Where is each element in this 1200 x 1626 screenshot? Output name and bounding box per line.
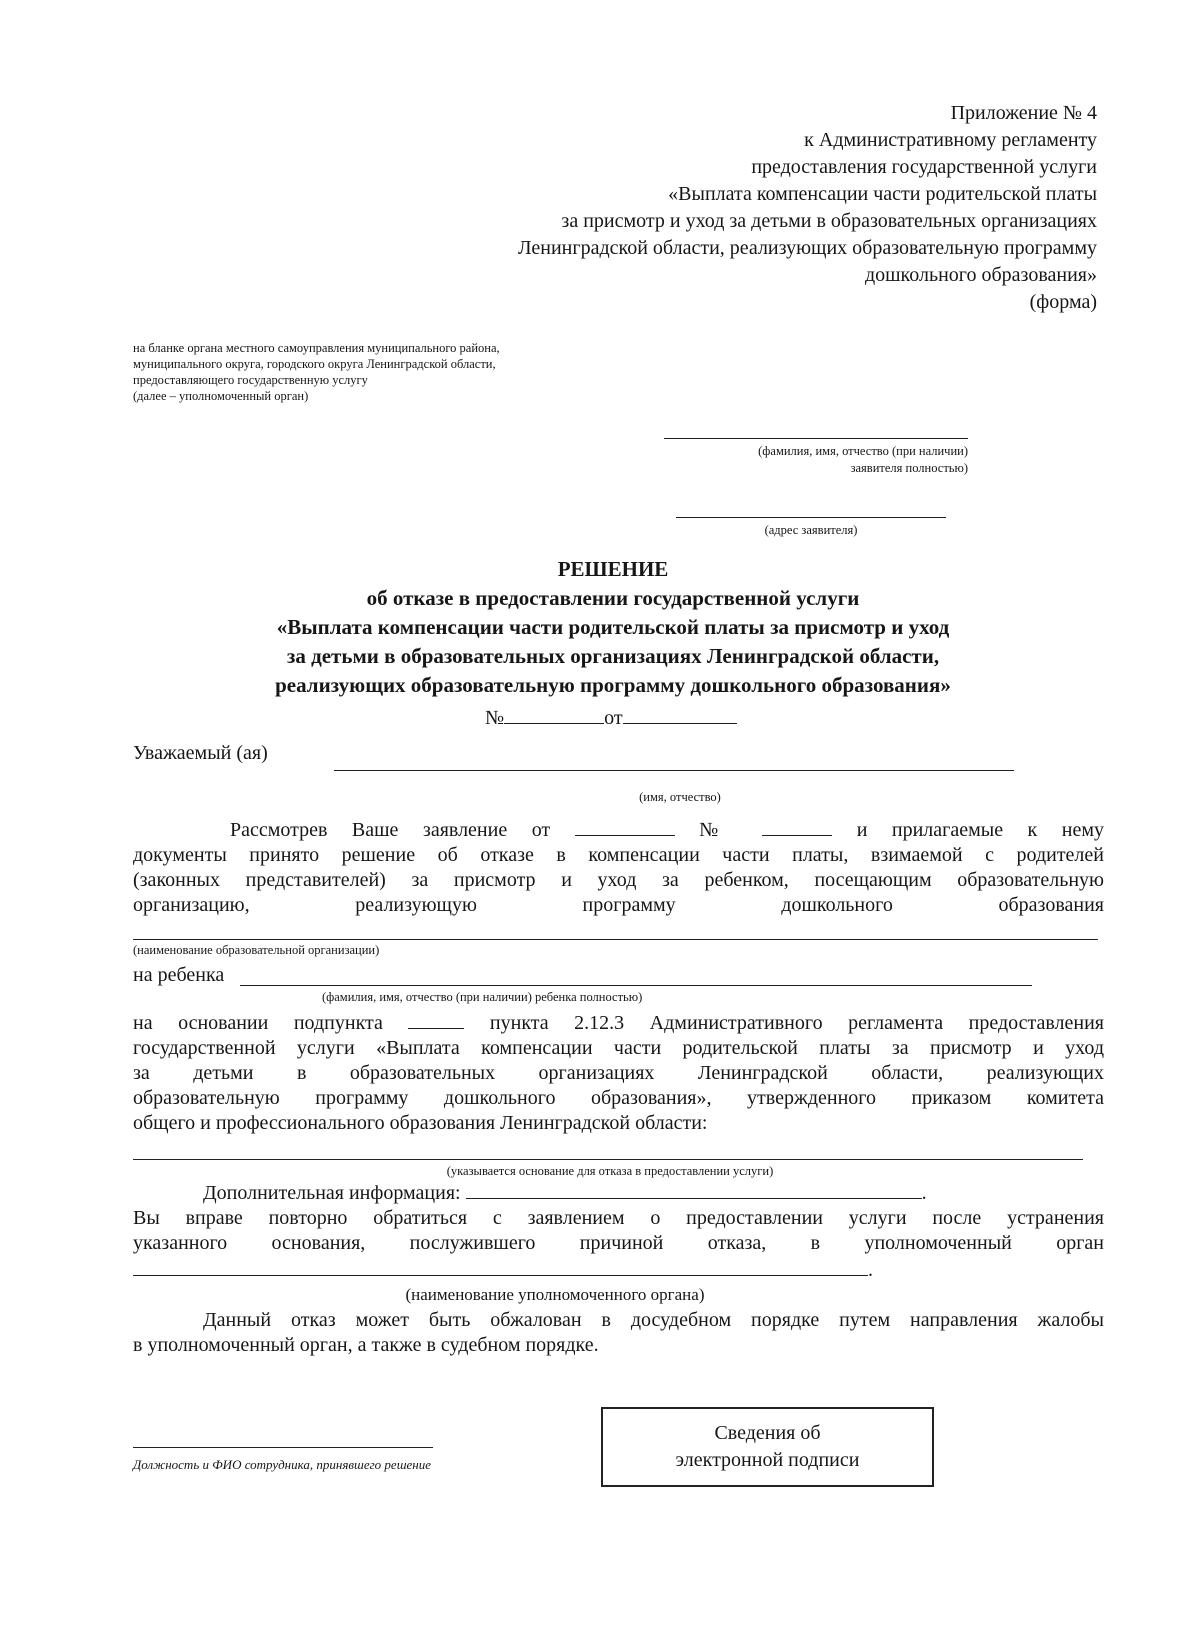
subclause-blank [408,1012,464,1029]
decision-title-line-1: об отказе в предоставлении государственной услуги [366,586,860,610]
header-line-1: Приложение № 4 [950,102,1097,124]
recipient-name-caption-2: заявителя полностью) [850,461,968,475]
recipient-name-caption-1: (фамилия, имя, отчество (при наличии) [758,444,968,458]
additional-info-label: Дополнительная информация: [203,1182,461,1204]
from-label: от [604,707,623,729]
recipient-address-line [676,517,946,518]
paragraph1-line-2: документы принято решение об отказе в компенсации части платы, взимаемой с родителей [133,844,1104,866]
decision-title-line-4: реализующих образовательную программу дошкольного образования» [275,673,951,697]
child-label: на ребенка [133,964,225,986]
refusal-reason-caption: (указывается основание для отказа в предоставлении услуги) [446,1164,774,1178]
blank-note-line-4: (далее – уполномоченный орган) [133,389,309,403]
paragraph4-line-2: в уполномоченный орган, а также в судебном порядке. [133,1334,599,1356]
header-form-label: (форма) [1029,291,1097,313]
date-blank [623,707,737,724]
paragraph3-line-1: Вы вправе повторно обратиться с заявлением о предоставлении услуги после устранения [133,1207,1104,1229]
paragraph4-line-1: Данный отказ может быть обжалован в досудебном порядке путем направления жалобы [203,1309,1104,1331]
paragraph2-line-4: образовательную программу дошкольного образования», утвержденного приказом комитета [133,1087,1104,1109]
application-date-blank [575,819,675,836]
refusal-reason-line [133,1159,1083,1160]
recipient-address-caption: (адрес заявителя) [764,523,858,537]
greeting-label: Уважаемый (ая) [133,742,268,764]
additional-info-blank [466,1182,922,1199]
paragraph1-line-4: организацию, реализующую программу дошкольного образования [133,894,1104,916]
electronic-signature-box [601,1407,934,1487]
header-line-6: Ленинградской области, реализующих образовательную программу [517,237,1097,259]
greeting-name-caption: (имя, отчество) [639,790,721,804]
greeting-name-line [334,770,1014,771]
paragraph2-line-2: государственной услуги «Выплата компенсации части родительской платы за присмотр и уход [133,1037,1104,1059]
number-blank [504,707,604,724]
header-line-7: дошкольного образования» [864,264,1097,286]
paragraph2-line-1: на основании подпункта пункта 2.12.3 Административного регламента предоставления [133,1012,1104,1034]
child-name-line [240,985,1032,986]
blank-note-line-3: предоставляющего государственную услугу [133,373,368,387]
header-line-5: за присмотр и уход за детьми в образовательных организациях [561,210,1097,232]
decision-title-line-3: за детьми в образовательных организациях Ленинградской области, [286,644,940,668]
decision-heading: РЕШЕНИЕ [557,557,669,581]
authority-name-blank [133,1259,868,1276]
paragraph1-line-1: Рассмотрев Ваше заявление от № и прилагаемые к нему [230,819,1104,841]
number-label: № [485,707,505,729]
signature-line [133,1447,433,1448]
paragraph1-line-3: (законных представителей) за присмотр и уход за ребенком, посещающим образовательную [133,869,1104,891]
blank-note-line-1: на бланке органа местного самоуправления муниципального района, [133,341,500,355]
paragraph2-line-3: за детьми в образовательных организациях Ленинградской области, реализующих [133,1062,1104,1084]
organization-name-caption: (наименование образовательной организации) [133,943,380,957]
paragraph2-line-5: общего и профессионального образования Ленинградской области: [133,1112,708,1134]
authority-name-caption: (наименование уполномоченного органа) [405,1285,705,1304]
header-line-4: «Выплата компенсации части родительской платы [668,183,1097,205]
decision-number-field [485,706,737,730]
decision-title-line-2: «Выплата компенсации части родительской платы за присмотр и уход [276,615,950,639]
additional-info-field: Дополнительная информация: . [203,1182,927,1204]
signature-box-line-1: Сведения об [714,1422,821,1444]
header-line-2: к Административному регламенту [804,129,1097,151]
header-line-3: предоставления государственной услуги [751,156,1097,178]
signature-box-line-2: электронной подписи [675,1449,860,1471]
recipient-name-line [664,438,968,439]
child-name-caption: (фамилия, имя, отчество (при наличии) ребенка полностью) [322,990,643,1004]
paragraph3-line-2: указанного основания, послужившего причиной отказа, в уполномоченный орган [133,1232,1104,1254]
signature-caption: Должность и ФИО сотрудника, принявшего решение [133,1457,432,1472]
authority-name-field: . [133,1258,873,1282]
application-number-blank [762,819,832,836]
blank-note-line-2: муниципального округа, городского округа Ленинградской области, [133,357,496,371]
organization-name-line [133,939,1098,940]
